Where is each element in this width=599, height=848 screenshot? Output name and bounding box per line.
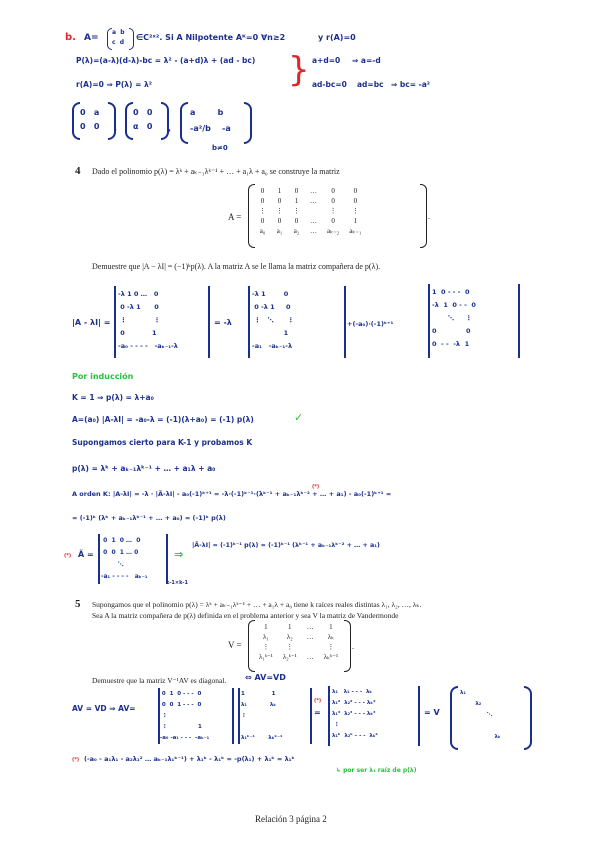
- vandermonde-matrix-cell: 1: [288, 623, 292, 631]
- companion-matrix-row: [254, 226, 366, 236]
- companion-matrix-cell: a₁: [276, 227, 283, 235]
- diag-matrix: λ₁ λ₂ ⋱ λₖ: [460, 690, 501, 740]
- av-mr-bar-left: [328, 686, 330, 746]
- vandermonde-matrix-row: [254, 632, 343, 642]
- vandermonde-matrix-cell: ⋮: [262, 643, 270, 651]
- det-m1: -λ 1 0 … 0 0 -λ 1 0 ⋮ ⋮ 0 1 -a₀ - - - - -aₖ₋₁-λ: [118, 290, 178, 350]
- vandermonde-matrix-cell: 1: [264, 623, 268, 631]
- companion-matrix-cell: [305, 206, 322, 216]
- base-case-det: A=(a₀) |A-λI| = -a₀-λ = (-1)(λ+a₀) = (-1) p(λ): [72, 415, 254, 424]
- av-mv-bar-left: [238, 688, 240, 744]
- vandermonde-matrix-cell: …: [306, 623, 314, 631]
- vandermonde-matrix-cell: [302, 642, 319, 652]
- head-matrix-row-1: a b: [112, 29, 125, 36]
- base-case: K = 1 ⇒ p(λ) = λ+a₀: [72, 393, 154, 402]
- nil-matrix-1-row-1: 0 a: [80, 108, 100, 117]
- star-mark-1: (*): [312, 484, 320, 490]
- nil-matrix-1-right: [108, 102, 116, 140]
- vandermonde-matrix-cell: …: [306, 653, 314, 661]
- system-brace: }: [288, 50, 310, 90]
- nil-matrix-2-row-2: α 0: [133, 122, 153, 131]
- vandermonde-matrix-row: [254, 622, 343, 632]
- problem-5-statement-1: Supongamos que el polinomio p(λ) = λᵏ + aₖ₋₁λᵏ⁻¹ + … + a₁λ + a₀ tiene k raíces reales distintas λ₁, λ₂, …, λₖ.: [92, 600, 422, 609]
- companion-matrix-cell: 0: [277, 217, 282, 225]
- av-lhs: AV = VD ⇒ AV=: [72, 704, 136, 713]
- companion-matrix-cell: ⋮: [329, 207, 337, 215]
- det-m2-bar-left: [248, 286, 250, 358]
- companion-matrix-cell: 0: [331, 187, 335, 195]
- companion-matrix-cell: …: [310, 217, 317, 225]
- vandermonde-matrix-cell: λ₁ᵏ⁻¹: [259, 653, 273, 661]
- problem-5-task: Demuestre que la matriz V⁻¹AV es diagonal.: [92, 676, 227, 685]
- companion-matrix-cell: …: [310, 227, 317, 235]
- companion-matrix-cell: …: [310, 187, 317, 195]
- nil-matrix-3-right: [244, 102, 252, 144]
- induction-title: Por inducción: [72, 372, 134, 381]
- tilde-matrix: 0 1 0 … 0 0 0 1 … 0 ⋱ -a₁ - - - - aₖ₋₁: [101, 537, 148, 580]
- companion-matrix-cell: aₖ₋₂: [327, 227, 340, 235]
- vandermonde-matrix-cell: ⋮: [286, 643, 294, 651]
- nil-matrix-2-left: [125, 102, 133, 140]
- companion-matrix-row: [254, 216, 366, 226]
- tilde-matrix-bar-right: [166, 534, 168, 584]
- tilde-matrix-size: k-1×k-1: [166, 580, 188, 586]
- order-k-result: = (-1)ᵏ (λᵏ + aₖ₋₁λᵏ⁻¹ + … + a₀) = (-1)ᵏ p(λ): [72, 514, 226, 522]
- vandermonde-matrix-cell: …: [306, 633, 314, 641]
- det-m1-bar-right: [208, 286, 210, 358]
- companion-matrix-cell: 0: [260, 197, 265, 205]
- head-statement: ∈C²ˣ². Si A Nilpotente Aᴷ=0 ∀n≥2: [136, 33, 286, 42]
- rank-zero: y r(A)=0: [318, 33, 356, 42]
- companion-matrix-cell: 0: [353, 197, 358, 205]
- nil-matrix-1-left: [72, 102, 80, 140]
- problem-4-number: 4: [75, 165, 81, 177]
- nil-matrix-3-left: [180, 102, 188, 144]
- problem-5-number: 5: [75, 598, 81, 610]
- companion-matrix-cell: a₀: [259, 227, 266, 235]
- companion-matrix-row: [254, 206, 366, 216]
- vandermonde-matrix-cell: ⋮: [327, 643, 335, 651]
- companion-matrix-cell: 0: [331, 217, 335, 225]
- part-b-label: b.: [65, 32, 76, 43]
- companion-matrix-row: [254, 196, 366, 206]
- check-mark: ✓: [294, 411, 304, 424]
- av-matrix-result: λ₁ λ₂ - - - λₖ λ₁² λ₂² - - - λₖ² λ₁³ λ₂³ - - - λₖ³ ⋮ λ₁ᵏ λ₂ᵏ - - - λₖᵏ: [332, 689, 379, 739]
- problem-4-task: Demuestre que |A − λI| = (−1)ᵏp(λ). A la matriz A se le llama la matriz compañera de p(λ).: [92, 262, 381, 271]
- det-lhs: |A - λI| =: [72, 318, 111, 327]
- vandermonde-right-bracket: [344, 620, 351, 672]
- problem-4-statement: Dado el polinomio p(λ) = λᵏ + aₖ₋₁λᵏ⁻¹ + … + a₁λ + a₀ se construye la matriz: [92, 167, 340, 176]
- nil-matrix-3-row-2: -a²/b -a: [190, 124, 231, 133]
- av-ma-bar-right: [232, 688, 234, 744]
- det-m2-bar-right: [344, 286, 346, 358]
- vandermonde-matrix-cell: λ₂: [286, 633, 293, 641]
- diag-left-bracket: [450, 686, 458, 750]
- root-note: ↳ por ser λ₁ raíz de p(λ): [336, 767, 417, 774]
- system-eq-2-result: ⇒ bc= -a²: [391, 80, 431, 89]
- poly-order-k: p(λ) = λᵏ + aₖ₋₁λᵏ⁻¹ + … + a₁λ + a₀: [72, 464, 216, 473]
- det-eq-1: = -λ: [214, 318, 232, 327]
- tilde-det-result: |Ã-λI| = (-1)ᵏ⁻¹ p(λ) = (-1)ᵏ⁻¹ (λᵏ⁻¹ + aₖ₋₁λᵏ⁻² + … + a₁): [192, 542, 380, 549]
- vandermonde-matrix-cell: λ₁: [263, 633, 269, 641]
- companion-matrix-cell: ⋮: [293, 207, 300, 215]
- nil-matrix-1-row-2: 0 0: [80, 122, 100, 131]
- companion-matrix-cell: 0: [260, 217, 265, 225]
- companion-matrix-right-bracket: [420, 184, 427, 248]
- av-matrix-a: 0 1 0 - - - 0 0 0 1 - - - 0 ⋮ ⋮ 1 -a₀ -a₁ - - - -aₖ₋₁: [160, 691, 210, 741]
- vandermonde-period: .: [352, 642, 354, 651]
- av-eq-v: = V: [424, 708, 440, 717]
- vandermonde-matrix-row: [254, 642, 343, 652]
- companion-matrix-cell: 0: [331, 197, 335, 205]
- companion-matrix-cell: ⋮: [259, 207, 266, 215]
- tilde-matrix-bar-left: [98, 534, 100, 584]
- vandermonde-matrix-cell: λₖ: [327, 633, 335, 641]
- tilde-a-label: Ã =: [78, 550, 94, 559]
- vandermonde-matrix-cell: λₖᵏ⁻¹: [323, 653, 339, 661]
- det-m2: -λ 1 0 0 -λ 1 0 ⋮ ⋱ ⋮ 1 -a₁ -aₖ₋₁-λ: [252, 290, 295, 350]
- page-footer: Relación 3 página 2: [255, 814, 327, 824]
- av-matrix-v: 1 1 λ₁ λₖ ⋮ λ₁ᵏ⁻¹ λₖᵏ⁻¹: [241, 691, 283, 741]
- companion-matrix-cell: 0: [277, 197, 282, 205]
- vandermonde-label: V =: [228, 640, 242, 650]
- companion-matrix: [254, 186, 366, 236]
- companion-matrix-cell: 0: [294, 187, 299, 195]
- system-eq-2-mid: ad=bc: [357, 80, 384, 89]
- vandermonde-matrix-row: [254, 652, 343, 662]
- vandermonde-matrix: [254, 622, 343, 662]
- tilde-arrow: ⇒: [174, 548, 184, 561]
- system-eq-1-result: ⇒ a=-d: [352, 56, 381, 65]
- det-m3-bar-right: [518, 284, 520, 358]
- char-poly-line: P(λ)=(a-λ)(d-λ)-bc = λ² - (a+d)λ + (ad - bc): [76, 56, 256, 65]
- star-mark-3: (*): [314, 698, 322, 704]
- nil-matrix-3-row-1: a b: [190, 108, 224, 117]
- problem-5-statement-2: Sea A la matriz compañera de p(λ) definida en el problema anterior y sea V la matriz de Vandermonde: [92, 611, 399, 620]
- companion-matrix-cell: 1: [277, 187, 282, 195]
- companion-matrix-cell: …: [310, 197, 317, 205]
- vandermonde-matrix-cell: λ₂ᵏ⁻¹: [282, 653, 297, 661]
- companion-matrix-cell: 1: [294, 197, 299, 205]
- av-eq-vd-note: ⇔ AV=VD: [245, 673, 286, 682]
- det-m1-bar-left: [114, 286, 116, 358]
- companion-matrix-cell: aₖ₋₁: [349, 227, 362, 235]
- companion-matrix-cell: 1: [353, 217, 358, 225]
- root-identity: (-a₀ - a₁λ₁ - a₂λ₁² … aₖ₋₁λ₁ᵏ⁻¹) + λ₁ᵏ - λ₁ᵏ = -p(λ₁) + λ₁ᵏ = λ₁ᵏ: [84, 755, 295, 763]
- companion-matrix-cell: ⋮: [351, 207, 359, 215]
- companion-matrix-cell: 0: [294, 217, 299, 225]
- vandermonde-matrix-cell: 1: [329, 623, 333, 631]
- av-eq-sign: =: [314, 708, 321, 717]
- det-m3-bar-left: [428, 284, 430, 358]
- system-eq-1: a+d=0: [312, 56, 341, 65]
- companion-matrix-label: A =: [228, 212, 242, 222]
- companion-matrix-cell: a₂: [293, 227, 300, 235]
- head-matrix-row-2: c d: [112, 39, 125, 46]
- companion-matrix-cell: ⋮: [276, 207, 283, 215]
- companion-matrix-cell: 0: [260, 187, 265, 195]
- av-mr-bar-right: [418, 686, 420, 746]
- det-m3: 1 0 - - - 0 -λ 1 0 - - 0 ⋱ ⋮ 0 0 0 - - -λ 1: [432, 288, 476, 348]
- diag-right-bracket: [524, 686, 532, 750]
- a-equals: A=: [84, 33, 99, 43]
- av-mv-bar-right: [310, 688, 312, 744]
- comma-1: ,: [114, 124, 118, 133]
- star-mark-2: (*): [64, 553, 72, 559]
- comma-2: ,: [168, 124, 172, 133]
- companion-matrix-cell: 0: [353, 187, 358, 195]
- nil-matrix-2-right: [161, 102, 172, 140]
- det-plus-term: +(-a₀)·(-1)ᵏ⁺¹: [347, 320, 394, 328]
- induction-hypothesis: Supongamos cierto para K-1 y probamos K: [72, 438, 253, 447]
- b-nonzero: b≠0: [212, 144, 228, 152]
- nil-matrix-2-row-1: 0 0: [133, 108, 153, 117]
- order-k-expansion: A orden K: |A-λI| = -λ · |Ã-λI| - a₀(-1)ᵏ⁺¹ = -λ·(-1)ᵏ⁻¹·(λᵏ⁻¹ + aₖ₋₁λᵏ⁻² + … + a₁) - a₀(-1)ᵏ⁺¹ =: [72, 490, 392, 498]
- star-mark-4: (*): [72, 757, 80, 763]
- system-eq-2: ad-bc=0: [312, 80, 347, 89]
- companion-matrix-row: [254, 186, 366, 196]
- companion-matrix-period: .: [428, 212, 430, 221]
- rank-implication: r(A)=0 ⇒ P(λ) = λ²: [76, 80, 153, 89]
- head-matrix-right-bracket: [129, 28, 134, 50]
